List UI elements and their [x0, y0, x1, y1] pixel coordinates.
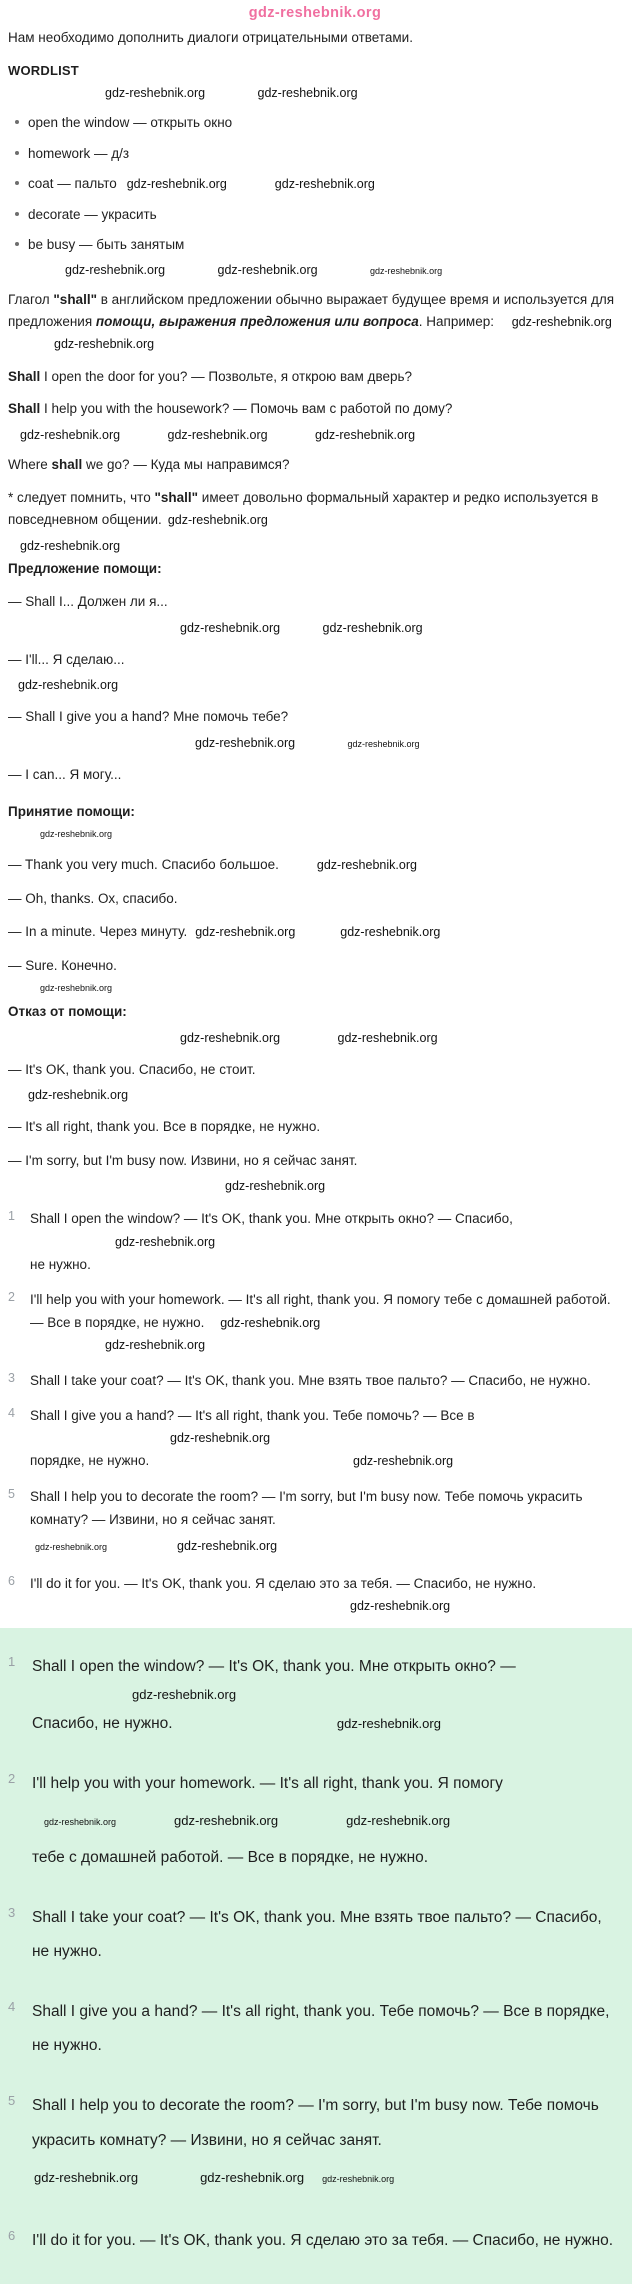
- bullet-icon: [15, 120, 19, 124]
- watermark: gdz-reshebnik.org: [132, 1686, 237, 1702]
- watermark-row: [32, 1804, 622, 1838]
- watermark: gdz-reshebnik.org: [195, 736, 296, 751]
- example-text: Where: [8, 457, 52, 473]
- wordlist-item-text: coat — пальто: [28, 176, 117, 192]
- wordlist-title: WORDLIST: [8, 63, 79, 79]
- note-text: * следует помнить, что: [8, 489, 155, 505]
- dialog-line: — Sure. Конечно.: [8, 957, 117, 973]
- answer-number: 1: [8, 1653, 16, 1669]
- answer-item: [8, 1485, 622, 1561]
- wordlist-item: [8, 235, 622, 255]
- answer-item: [8, 1288, 622, 1357]
- section-title-accept: Принятие помощи:: [8, 803, 135, 819]
- answer-text-part: Shall I help you to decorate the room? — I'm sorry, but I'm busy now. Тебе помочь украсить комнату? — Извини, но я сейчас занят.: [30, 1488, 583, 1527]
- watermark-row: [30, 1534, 622, 1557]
- bullet-icon: [15, 181, 19, 185]
- watermark-row: [8, 734, 622, 752]
- watermark: gdz-reshebnik.org: [353, 1454, 454, 1469]
- example-text: I help you with the housework? — Помочь вам с работой по дому?: [40, 400, 453, 416]
- answer-text-part: тебе с домашней работой. — Все в порядке, не нужно.: [32, 1849, 429, 1866]
- answer-text-part: Shall I help you to decorate the room? — I'm sorry, but I'm busy now. Тебе помочь украсить комнату? — Извини, но я сейчас занят.: [32, 2097, 599, 2149]
- answer-text: [30, 1572, 622, 1617]
- answer-text-part: Shall I open the window? — It's OK, thank you. Мне открыть окно? — Спасибо,: [30, 1211, 513, 1227]
- answer-text-part: Shall I give you a hand? — It's all right, thank you. Тебе помочь? — Все в: [30, 1407, 475, 1423]
- dialog-line: — I'm sorry, but I'm busy now. Извини, но я сейчас занят.: [8, 1152, 358, 1168]
- answer-text-part: не нужно.: [30, 1256, 91, 1272]
- note-paragraph: [8, 487, 622, 532]
- watermark-row: [8, 824, 622, 842]
- watermark: gdz-reshebnik.org: [65, 262, 166, 277]
- note-text: имеет довольно формальный характер и редко используется в повседневном общении.: [8, 489, 599, 527]
- watermark: gdz-reshebnik.org: [54, 337, 155, 352]
- watermark: gdz-reshebnik.org: [170, 1431, 271, 1446]
- grammar-text: Глагол: [8, 291, 54, 307]
- answer-text-part: Shall I take your coat? — It's OK, thank you. Мне взять твое пальто? — Спасибо, не нужно.: [32, 1909, 602, 1961]
- answer-text-part: I'll do it for you. — It's OK, thank you. Я сделаю это за тебя. — Спасибо, не нужно.: [32, 2231, 614, 2249]
- answer-number: 3: [8, 1905, 16, 1921]
- watermark: gdz-reshebnik.org: [337, 1030, 438, 1045]
- answer-number: 5: [8, 2093, 16, 2109]
- watermark: gdz-reshebnik.org: [274, 177, 375, 192]
- note-text-bold: "shall": [154, 489, 199, 505]
- bullet-icon: [15, 242, 19, 246]
- wordlist-item-text: open the window — открыть окно: [28, 115, 233, 131]
- watermark: gdz-reshebnik.org: [126, 177, 227, 192]
- watermark: gdz-reshebnik.org: [105, 86, 206, 101]
- watermark: gdz-reshebnik.org: [346, 1812, 451, 1828]
- bullet-icon: [15, 151, 19, 155]
- watermark-top: gdz-reshebnik.org: [248, 5, 382, 21]
- example-sentence: [8, 454, 622, 476]
- answer-text: [30, 1485, 622, 1561]
- watermark-row: [8, 1177, 622, 1195]
- watermark-row: [8, 426, 622, 444]
- final-answers-section: [0, 1628, 632, 2284]
- watermark-row: [8, 978, 622, 996]
- wordlist: [8, 113, 622, 255]
- answer-text: [30, 1404, 622, 1473]
- dialog-line: — It's OK, thank you. Спасибо, не стоит.: [8, 1061, 256, 1077]
- answer-text-part: I'll do it for you. — It's OK, thank you. Я сделаю это за тебя. — Спасибо, не нужно.: [30, 1576, 537, 1592]
- watermark: gdz-reshebnik.org: [322, 2173, 395, 2184]
- watermark-row: [8, 537, 622, 555]
- watermark: gdz-reshebnik.org: [34, 2169, 139, 2185]
- answer-item: [8, 2224, 622, 2258]
- answer-text: [32, 1650, 622, 1741]
- watermark: gdz-reshebnik.org: [511, 315, 612, 330]
- watermark: gdz-reshebnik.org: [20, 428, 121, 443]
- answer-text-part: I'll help you with your homework. — It's all right, thank you. Я помогу тебе с домашней работой. — Все в порядке, не нужно.: [30, 1292, 611, 1331]
- wordlist-item: [8, 113, 622, 133]
- answer-text: [32, 2224, 622, 2258]
- section-title-refuse: Отказ от помощи:: [8, 1004, 127, 1020]
- watermark: gdz-reshebnik.org: [180, 1030, 281, 1045]
- answer-text-part: порядке, не нужно.: [30, 1453, 150, 1469]
- watermark: gdz-reshebnik.org: [28, 1088, 129, 1103]
- watermark: gdz-reshebnik.org: [347, 739, 420, 750]
- wordlist-item: [8, 205, 622, 225]
- watermark: gdz-reshebnik.org: [40, 983, 113, 994]
- dialog-text: — Thank you very much. Спасибо большое.: [8, 856, 279, 872]
- dialog-line: — Oh, thanks. Ох, спасибо.: [8, 890, 178, 906]
- watermark: gdz-reshebnik.org: [322, 620, 423, 635]
- watermark: gdz-reshebnik.org: [220, 1316, 321, 1331]
- answer-item: [8, 1572, 622, 1617]
- answer-text-part: Shall I take your coat? — It's OK, thank you. Мне взять твое пальто? — Спасибо, не нужно.: [30, 1372, 591, 1388]
- answer-text: [30, 1369, 622, 1392]
- watermark-row: [32, 2161, 622, 2195]
- watermark: gdz-reshebnik.org: [20, 539, 121, 554]
- answer-item: [8, 1901, 622, 1969]
- grammar-paragraph: [8, 289, 622, 356]
- answer-text: [32, 1767, 622, 1875]
- grammar-text-bold: "shall": [53, 291, 97, 307]
- draft-answers-list: [8, 1207, 622, 1617]
- grammar-text-bold-italic: помощи, выражения предложения или вопроса: [95, 314, 419, 330]
- example-text: I open the door for you? — Позвольте, я открою вам дверь?: [40, 368, 413, 384]
- answer-item: [8, 1404, 622, 1473]
- answer-text-part: Shall I give you a hand? — It's all right, thank you. Тебе помочь? — Все в порядке, не нужно.: [32, 2003, 610, 2055]
- intro-text: Нам необходимо дополнить диалоги отрицательными ответами.: [8, 29, 413, 45]
- dialog-line: [8, 921, 622, 943]
- dialog-line: — I'll... Я сделаю...: [8, 651, 125, 667]
- dialog-line: [8, 854, 622, 876]
- answer-text-part: I'll help you with your homework. — It's all right, thank you. Я помогу: [32, 1774, 503, 1792]
- watermark: gdz-reshebnik.org: [18, 678, 119, 693]
- watermark: gdz-reshebnik.org: [40, 828, 113, 839]
- watermark-row: [8, 1086, 622, 1104]
- watermark: gdz-reshebnik.org: [195, 925, 296, 940]
- watermark-row: [8, 84, 622, 102]
- watermark: gdz-reshebnik.org: [174, 1812, 279, 1828]
- dialog-line: — Shall I... Должен ли я...: [8, 594, 168, 610]
- answer-item: [8, 1995, 622, 2063]
- answer-text: [32, 1901, 622, 1969]
- example-sentence: [8, 366, 622, 388]
- watermark: gdz-reshebnik.org: [200, 2169, 305, 2185]
- watermark: gdz-reshebnik.org: [105, 1338, 206, 1353]
- watermark-row: [8, 619, 622, 637]
- wordlist-item: [8, 174, 622, 194]
- answer-text-part: Shall I open the window? — It's OK, thank you. Мне открыть окно? —: [32, 1657, 516, 1675]
- example-bold: shall: [51, 457, 83, 473]
- example-bold: Shall: [8, 400, 41, 416]
- example-sentence: [8, 398, 622, 420]
- watermark: gdz-reshebnik.org: [177, 1539, 278, 1554]
- watermark-row: [8, 261, 622, 279]
- answer-number: 3: [8, 1370, 15, 1385]
- section-title-offer: Предложение помощи:: [8, 561, 162, 577]
- watermark: gdz-reshebnik.org: [44, 1816, 117, 1827]
- watermark: gdz-reshebnik.org: [217, 262, 318, 277]
- wordlist-item-text: be busy — быть занятым: [28, 237, 185, 253]
- answer-text-part: Спасибо, не нужно.: [32, 1714, 173, 1732]
- dialog-line: — I can... Я могу...: [8, 767, 122, 783]
- answer-number: 4: [8, 1999, 16, 2015]
- dialog-line: — It's all right, thank you. Все в порядке, не нужно.: [8, 1119, 321, 1135]
- grammar-text: в английском предложении обычно выражает будущее время и используется для предложения: [8, 291, 615, 330]
- watermark: gdz-reshebnik.org: [167, 512, 268, 527]
- watermark: gdz-reshebnik.org: [350, 1599, 451, 1614]
- answer-item: [8, 1369, 622, 1392]
- watermark: gdz-reshebnik.org: [35, 1542, 108, 1553]
- answer-text: [30, 1288, 622, 1357]
- grammar-text: . Например:: [418, 314, 494, 330]
- answer-item: [8, 1767, 622, 1875]
- watermark: gdz-reshebnik.org: [370, 265, 443, 276]
- watermark: gdz-reshebnik.org: [180, 620, 281, 635]
- example-bold: Shall: [8, 368, 41, 384]
- wordlist-item-text: decorate — украсить: [28, 206, 157, 222]
- watermark: gdz-reshebnik.org: [257, 86, 358, 101]
- wordlist-item-text: homework — д/з: [28, 145, 130, 161]
- watermark-row: [8, 676, 622, 694]
- answer-number: 2: [8, 1290, 15, 1305]
- answer-text: [30, 1207, 622, 1276]
- answer-text: [32, 1995, 622, 2063]
- answer-number: 4: [8, 1405, 15, 1420]
- answer-number: 6: [8, 1574, 15, 1589]
- example-text: we go? — Куда мы направимся?: [82, 457, 290, 473]
- answer-number: 6: [8, 2227, 16, 2243]
- final-answers-list: [8, 1650, 622, 2258]
- watermark: gdz-reshebnik.org: [315, 428, 416, 443]
- answer-number: 1: [8, 1209, 15, 1224]
- answer-number: 2: [8, 1770, 16, 1786]
- bullet-icon: [15, 212, 19, 216]
- watermark: gdz-reshebnik.org: [340, 925, 441, 940]
- watermark-row: [8, 1029, 622, 1047]
- watermark: gdz-reshebnik.org: [167, 428, 268, 443]
- watermark: gdz-reshebnik.org: [316, 857, 417, 872]
- watermark: gdz-reshebnik.org: [336, 1715, 441, 1731]
- watermark: gdz-reshebnik.org: [225, 1179, 326, 1194]
- answer-item: [8, 1207, 622, 1276]
- dialog-line: — Shall I give you a hand? Мне помочь тебе?: [8, 709, 289, 725]
- wordlist-item: [8, 144, 622, 164]
- watermark: gdz-reshebnik.org: [115, 1234, 216, 1249]
- answer-number: 5: [8, 1486, 15, 1501]
- answer-item: [8, 1650, 622, 1741]
- dialog-text: — In a minute. Через минуту.: [8, 924, 188, 940]
